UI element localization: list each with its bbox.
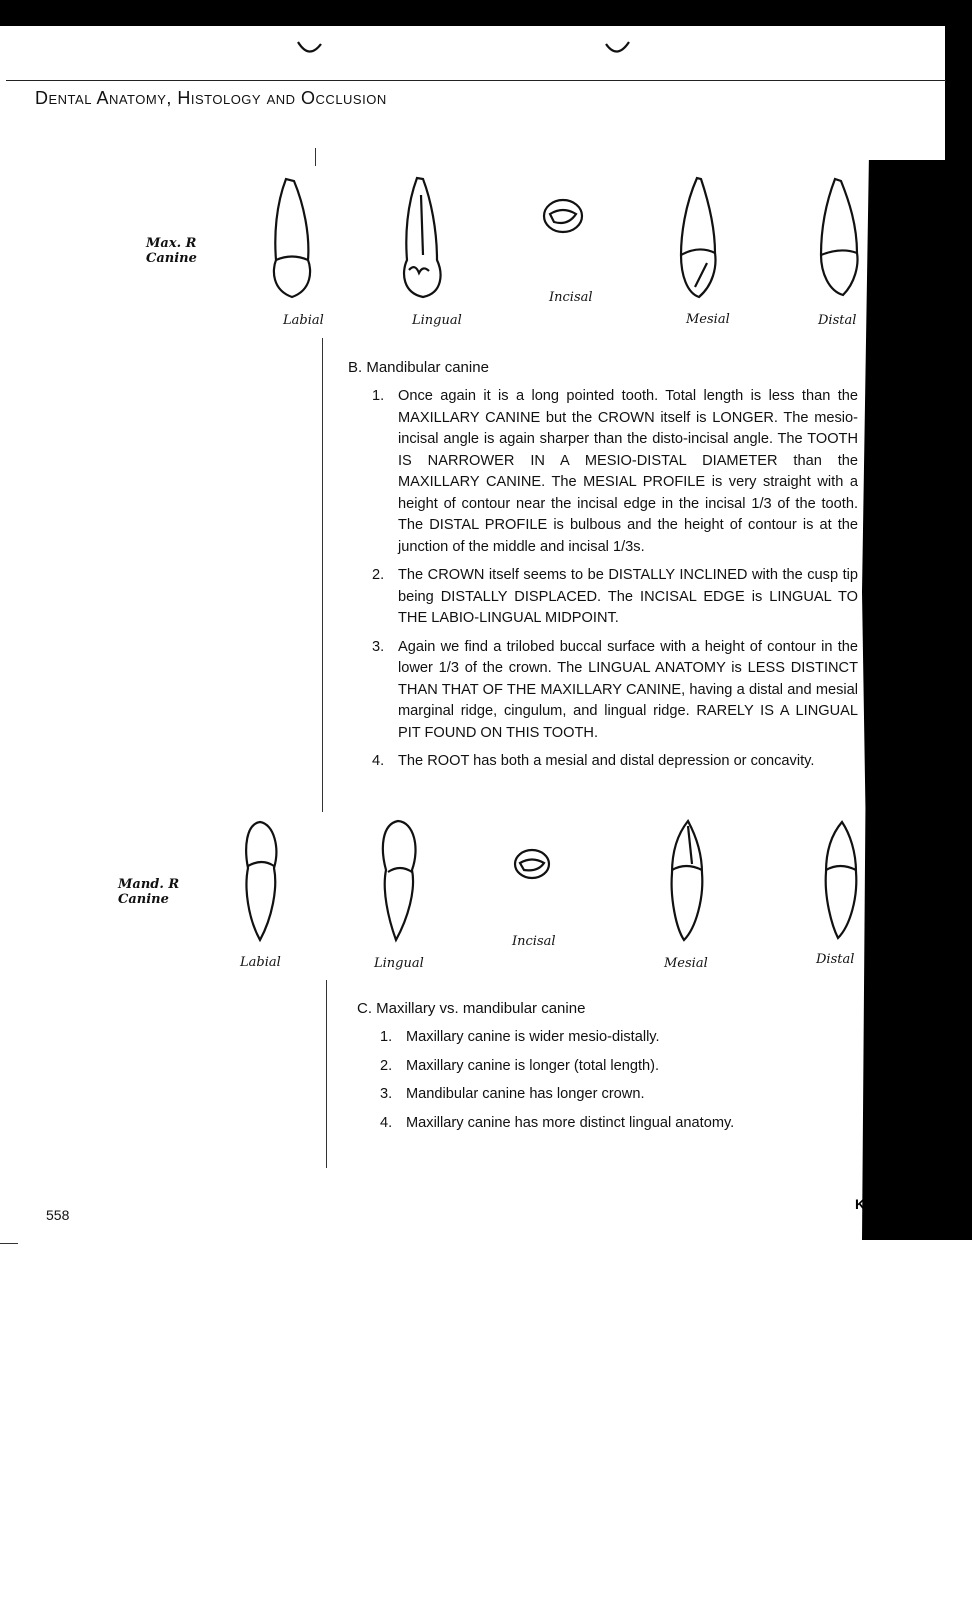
view-label: Incisal — [549, 290, 593, 305]
caption-line: Max. R — [146, 236, 197, 251]
view-label: Lingual — [412, 313, 462, 328]
list-item — [372, 386, 858, 558]
item-number: 3. — [372, 638, 385, 655]
mand-canine-mesial-drawing — [662, 818, 712, 948]
list-item — [372, 565, 858, 630]
figure-mand-caption — [118, 877, 179, 907]
margin-line — [322, 338, 323, 812]
item-number: 1. — [380, 1029, 393, 1045]
scan-right-shadow — [862, 160, 948, 1240]
view-label: Mesial — [664, 956, 708, 971]
section-b-title: B. Mandibular canine — [348, 359, 489, 376]
caption-line: Canine — [146, 251, 197, 266]
view-label: Labial — [283, 313, 324, 328]
list-item — [380, 1056, 850, 1078]
list-item — [372, 637, 858, 745]
figure-max-caption — [146, 236, 197, 266]
binding-mark-right — [603, 38, 633, 58]
item-text: Again we find a trilobed buccal surface with a height of contour in the lower 1/3 of the crown. The LINGUAL ANATOMY is LESS DISTINCT THAN THAT OF THE MAXILLARY CANINE, having a distal and mesial marginal ridge, cingulum, and lingual ridge. RARELY IS A LINGUAL PIT FOUND ON THIS TOOTH. — [398, 638, 858, 741]
item-number: 4. — [380, 1114, 393, 1131]
item-text: Maxillary canine is wider mesio-distally. — [406, 1029, 660, 1045]
max-canine-labial-drawing — [268, 175, 318, 305]
item-number: 1. — [372, 388, 385, 404]
max-canine-mesial-drawing — [673, 175, 723, 305]
page-number: 558 — [46, 1207, 70, 1223]
figure-tick — [315, 148, 316, 166]
caption-line: Canine — [118, 892, 169, 907]
list-item — [372, 751, 858, 773]
mand-canine-lingual-drawing — [376, 818, 426, 948]
max-canine-lingual-drawing — [397, 175, 447, 305]
item-number: 3. — [380, 1086, 393, 1102]
view-label: Lingual — [374, 956, 424, 971]
item-text: Mandibular canine has longer crown. — [406, 1086, 645, 1102]
item-text: Maxillary canine is longer (total length). — [406, 1057, 660, 1074]
max-canine-distal-drawing — [815, 175, 865, 305]
item-number: 2. — [380, 1057, 393, 1074]
item-text: Once again it is a long pointed tooth. Total length is less than the MAXILLARY CANINE but the CROWN itself is LONGER. The mesio-incisal angle is again sharper than the disto-incisal angle. The TOOTH IS NARROWER IN A MESIO-DISTAL DIAMETER than the MAXILLARY CANINE. The MESIAL PROFILE is very straight with a height of contour near the incisal edge in the incisal 1/3 of the tooth. The DISTAL PROFILE is bulbous and the height of contour is at the junction of the middle and incisal 1/3s. — [398, 388, 858, 555]
item-number: 4. — [372, 753, 385, 769]
item-text: The CROWN itself seems to be DISTALLY INCLINED with the cusp tip being DISTALLY DISPLACED. The INCISAL EDGE is LINGUAL TO THE LABIO-LINGUAL MIDPOINT. — [398, 567, 858, 626]
corner-fragment: K — [855, 1196, 866, 1212]
list-item — [380, 1084, 850, 1106]
max-canine-incisal-drawing — [540, 196, 586, 236]
item-text: The ROOT has both a mesial and distal depression or concavity. — [398, 753, 815, 769]
mand-canine-incisal-drawing — [512, 846, 552, 882]
section-b-list — [372, 386, 858, 780]
scan-top-border — [0, 0, 972, 26]
scan-edge-mark — [0, 1243, 18, 1244]
binding-mark-left — [295, 38, 325, 58]
view-label: Distal — [818, 313, 857, 328]
section-c-list — [380, 1027, 850, 1141]
list-item — [380, 1113, 850, 1135]
header-rule — [6, 80, 946, 81]
item-number: 2. — [372, 567, 385, 583]
list-item — [380, 1027, 850, 1049]
mand-canine-labial-drawing — [238, 818, 288, 948]
running-title: Dental Anatomy, Histology and Occlusion — [35, 88, 387, 108]
mand-canine-distal-drawing — [818, 818, 868, 948]
view-label: Incisal — [512, 934, 556, 949]
section-c-title: C. Maxillary vs. mandibular canine — [357, 1000, 586, 1017]
item-text: Maxillary canine has more distinct lingual anatomy. — [406, 1114, 735, 1131]
caption-line: Mand. R — [118, 877, 180, 892]
view-label: Labial — [240, 955, 281, 970]
view-label: Mesial — [686, 312, 730, 327]
view-label: Distal — [816, 952, 855, 967]
margin-line — [326, 980, 327, 1168]
scan-right-border — [945, 0, 972, 1240]
